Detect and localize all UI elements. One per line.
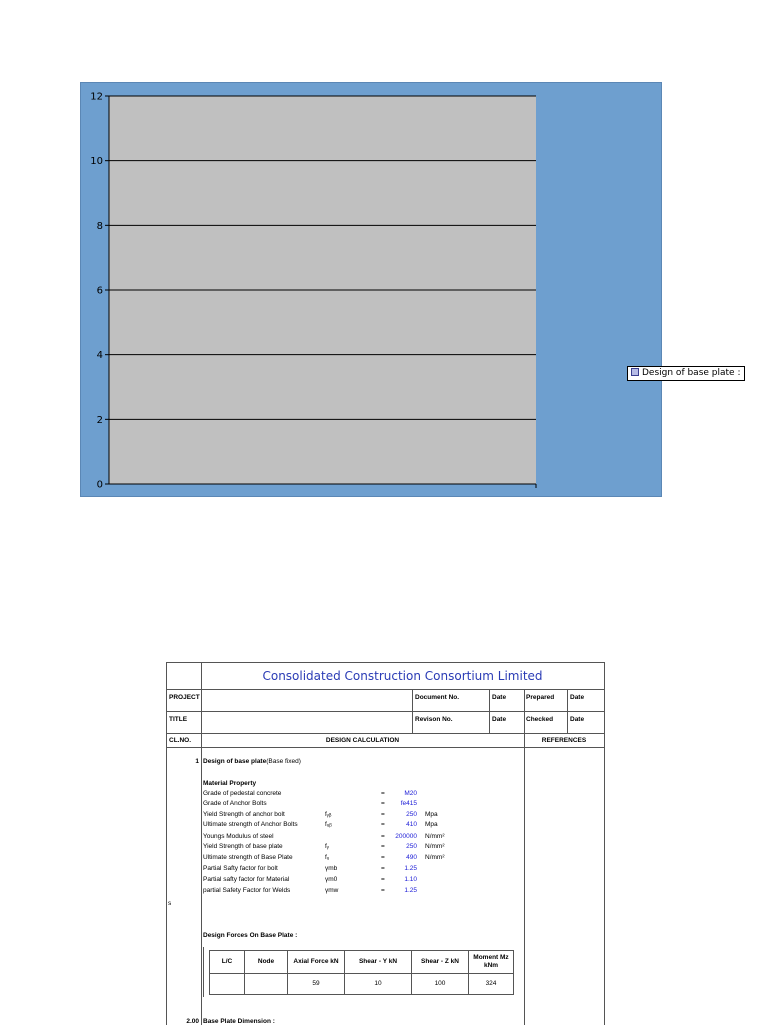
forces-header-row (210, 951, 514, 974)
forces-heading: Design Forces On Base Plate : (203, 932, 298, 939)
prop-eq: = (381, 833, 385, 840)
forces-header-cell: Node (245, 951, 288, 974)
section-2-number: 2.00 (186, 1018, 199, 1025)
forces-value-cell: 324 (469, 974, 514, 995)
date-label-2: Date (570, 694, 585, 701)
prop-symbol: fᵧ (325, 843, 329, 850)
prop-eq: = (381, 865, 385, 872)
date-label-3: Date (492, 716, 507, 723)
prop-label: Yield Strength of base plate (203, 843, 283, 850)
section-1-number: 1 (195, 758, 199, 765)
prop-unit: N/mm² (425, 843, 445, 850)
forces-header-cell: Moment Mz kNm (469, 951, 514, 974)
project-label: PROJECT (169, 694, 200, 701)
forces-header-cell: Shear - Y kN (345, 951, 412, 974)
forces-header-cell: L/C (210, 951, 245, 974)
prop-label: Grade of Anchor Bolts (203, 800, 267, 807)
revision-no-label: Revison No. (415, 716, 453, 723)
section-1-title-row (203, 757, 301, 766)
prop-label: Partial Safty factor for bolt (203, 865, 278, 872)
chart-legend (627, 366, 745, 381)
prop-label: Grade of pedestal concrete (203, 790, 282, 797)
legend-swatch (631, 368, 639, 376)
calculation-sheet (166, 662, 605, 1025)
prop-label: partial Safety Factor for Welds (203, 887, 291, 894)
prop-label: Yield Strength of anchor bolt (203, 811, 285, 818)
chart-area (80, 82, 741, 497)
legend-label: Design of base plate : (642, 368, 741, 378)
y-tick-label: 2 (96, 414, 103, 426)
section-2-title: Base Plate Dimension : (203, 1018, 275, 1025)
prop-value: 250 (406, 811, 417, 818)
prop-unit: Mpa (425, 821, 438, 828)
prop-symbol: γm0 (325, 876, 338, 883)
y-tick-label: 6 (96, 285, 103, 297)
prop-label: Ultimate strength of Anchor Bolts (203, 821, 298, 828)
forces-header-cell: Axial Force kN (288, 951, 345, 974)
prop-value: 200000 (395, 833, 417, 840)
prop-label: Ultimate strength of Base Plate (203, 854, 293, 861)
y-tick-label: 4 (96, 350, 103, 362)
design-forces-table (209, 950, 514, 995)
prop-symbol: γmw (325, 887, 339, 894)
date-label-1: Date (492, 694, 507, 701)
prop-label: Partial safty factor for Material (203, 876, 290, 883)
prop-eq: = (381, 811, 385, 818)
y-tick-label: 12 (90, 91, 103, 103)
prop-eq: = (381, 821, 385, 828)
prop-value: fe415 (400, 800, 417, 807)
forces-value-cell (245, 974, 288, 995)
prepared-label: Prepared (526, 694, 555, 701)
prop-value: 1.25 (404, 887, 417, 894)
clno-label: CL.NO. (169, 737, 192, 744)
margin-note: s (168, 900, 172, 907)
forces-value-cell: 10 (345, 974, 412, 995)
prop-symbol: fᵧᵦ (325, 811, 332, 818)
prop-eq: = (381, 854, 385, 861)
prop-eq: = (381, 843, 385, 850)
prop-symbol: fᵤ (325, 854, 330, 861)
prop-unit: N/mm² (425, 833, 445, 840)
prop-symbol: fᵤᵦ (325, 821, 332, 828)
material-heading: Material Property (203, 780, 257, 787)
prop-eq: = (381, 800, 385, 807)
prop-value: 410 (406, 821, 417, 828)
prop-unit: N/mm² (425, 854, 445, 861)
y-tick-label: 10 (90, 156, 103, 168)
section-1-subtitle: (Base fixed) (266, 758, 301, 765)
forces-value-cell: 59 (288, 974, 345, 995)
prop-eq: = (381, 887, 385, 894)
prop-value: M20 (404, 790, 417, 797)
references-label: REFERENCES (541, 737, 587, 744)
design-calculation-label: DESIGN CALCULATION (325, 737, 400, 744)
prop-unit: Mpa (425, 811, 438, 818)
prop-eq: = (381, 790, 385, 797)
prop-label: Youngs Modulus of steel (203, 833, 274, 840)
y-tick-label: 0 (96, 479, 103, 491)
prop-value: 490 (406, 854, 417, 861)
forces-value-cell (210, 974, 245, 995)
company-name: Consolidated Construction Consortium Limited (262, 669, 543, 683)
prop-value: 1.10 (404, 876, 417, 883)
prop-symbol: γmb (325, 865, 338, 872)
forces-header-cell: Shear - Z kN (412, 951, 469, 974)
title-label: TITLE (169, 716, 188, 723)
chart-svg (81, 83, 663, 498)
checked-label: Checked (526, 716, 554, 723)
document-no-label: Document No. (415, 694, 460, 701)
prop-value: 250 (406, 843, 417, 850)
prop-value: 1.25 (404, 865, 417, 872)
date-label-4: Date (570, 716, 585, 723)
y-tick-label: 8 (96, 220, 103, 232)
prop-eq: = (381, 876, 385, 883)
forces-value-row (210, 974, 514, 995)
section-1-title: Design of base plate (203, 758, 267, 765)
forces-value-cell: 100 (412, 974, 469, 995)
